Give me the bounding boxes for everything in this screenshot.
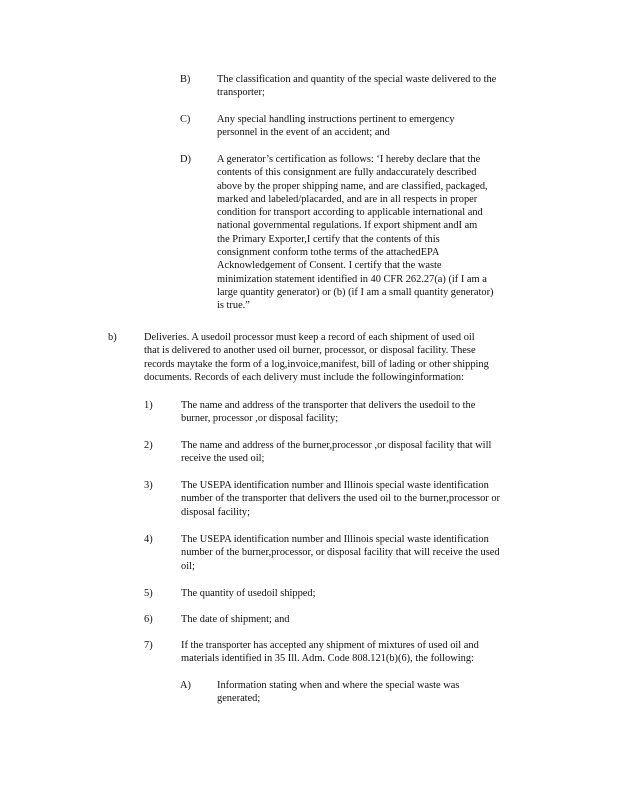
item-label: 6) — [144, 614, 153, 625]
item-text: Any special handling instructions pertinent to emergency personnel in the event of an accident; and — [217, 114, 455, 139]
subitem-D — [0, 153, 618, 318]
item-text: The date of shipment; and — [181, 614, 290, 625]
item-label: 7) — [144, 640, 153, 651]
item-text: The USEPA identification number and Illinois special waste identification number of the burner,processor, or disposal facility that will receive the used oil; — [181, 534, 500, 572]
item-text: The name and address of the transporter that delivers the usedoil to the burner, processor ,or disposal facility; — [181, 400, 476, 425]
list-item-7 — [0, 639, 618, 669]
section-b-deliveries — [0, 331, 618, 387]
list-item-6 — [0, 613, 618, 629]
list-item-3 — [0, 479, 618, 521]
item-label: 2) — [144, 440, 153, 451]
list-item-1 — [0, 399, 618, 429]
item-text: A generator’s certification as follows: ‘I hereby declare that the contents of this consignment are fully andaccurately described above by the proper shipping name, and are classified, packaged, marked and labeled/placarded, and are in all respects in proper condition for transport according to applicable international and national governmental regulations. If export shipment andI am the Primary Exporter,I certify that the contents of this consignment conform tothe terms of the attachedEPA Acknowledgement of Consent. I certify that the waste minimization statement identified in 40 CFR 262.27(a) (if I am a large quantity generator) or (b) (if I am a small quantity generator) is true.” — [217, 154, 494, 312]
item-text: The USEPA identification number and Illinois special waste identification number of the transporter that delivers the used oil to the burner,processor or disposal facility; — [181, 480, 500, 518]
item-label: B) — [180, 74, 191, 85]
item-label: 1) — [144, 400, 153, 411]
list-item-2 — [0, 439, 618, 469]
item-label: D) — [180, 154, 191, 165]
item-label: A) — [180, 680, 191, 691]
subitem-B — [0, 73, 618, 103]
item-text: Deliveries. A usedoil processor must keep a record of each shipment of used oil that is delivered to another used oil burner, processor, or disposal facility. These records maytake the form of a log,invoice,manifest, bill of lading or other shipping documents. Records of each delivery must include the followinginformation: — [144, 332, 489, 383]
item-label: 3) — [144, 480, 153, 491]
item-text: The quantity of usedoil shipped; — [181, 588, 316, 599]
subitem-C — [0, 113, 618, 143]
item-label: 5) — [144, 588, 153, 599]
item-label: 4) — [144, 534, 153, 545]
item-label: b) — [108, 332, 117, 343]
list-item-4 — [0, 533, 618, 575]
item-text: The classification and quantity of the special waste delivered to the transporter; — [217, 74, 497, 99]
subitem-A — [0, 679, 618, 709]
item-text: If the transporter has accepted any shipment of mixtures of used oil and materials identified in 35 Ill. Adm. Code 808.121(b)(6), the following: — [181, 640, 479, 665]
item-text: The name and address of the burner,processor ,or disposal facility that will receive the used oil; — [181, 440, 492, 465]
item-label: C) — [180, 114, 191, 125]
item-text: Information stating when and where the special waste was generated; — [217, 680, 460, 705]
list-item-5 — [0, 587, 618, 603]
